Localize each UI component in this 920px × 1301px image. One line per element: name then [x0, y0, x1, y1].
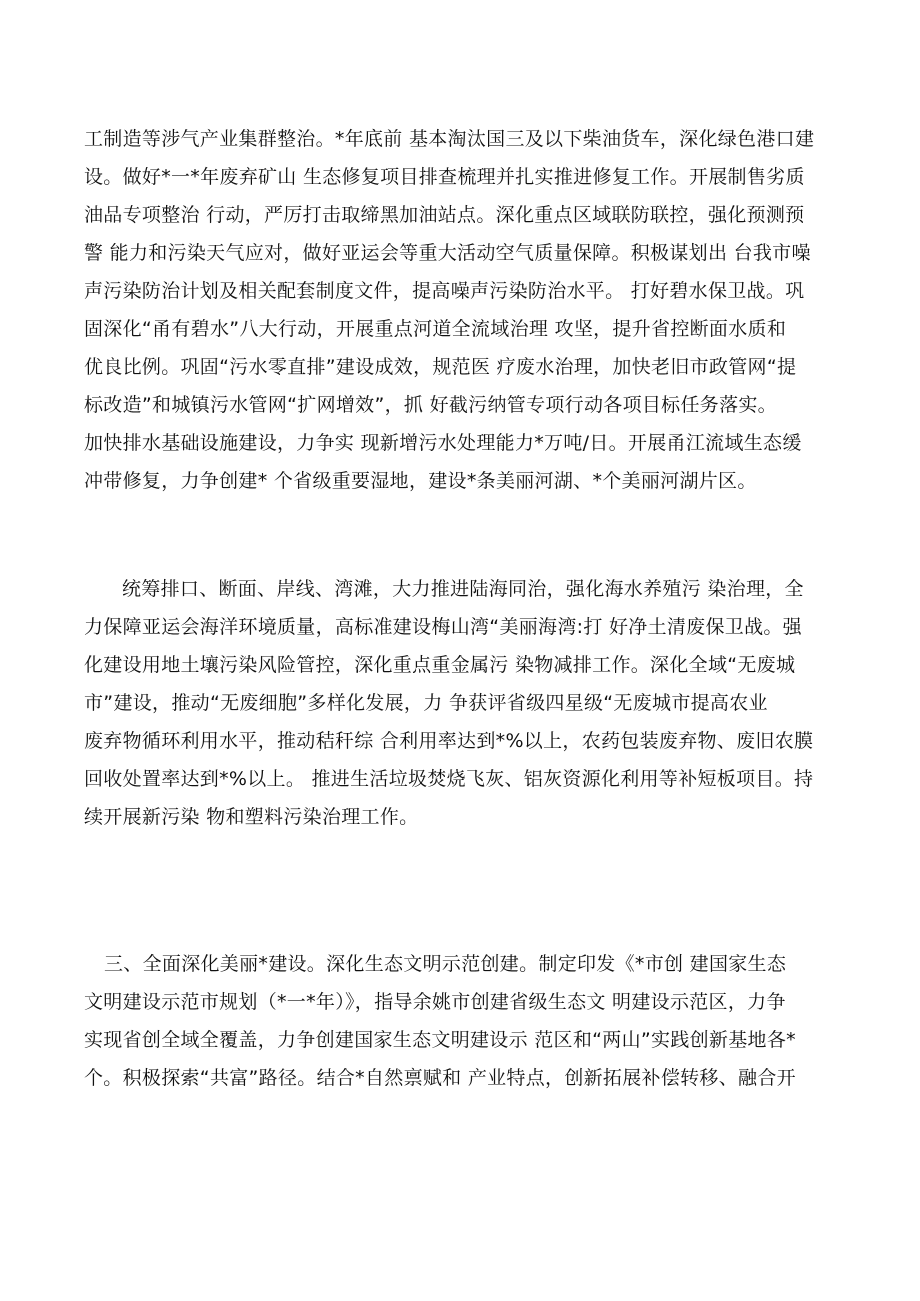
text-line: 回收处置率达到*%以上。 推进生活垃圾焚烧飞灰、铝灰资源化利用等补短板项目。持 [84, 768, 814, 790]
text-line: 加快排水基础设施建设，力争实 现新增污水处理能力*万吨/日。开展甬江流域生态缓 [84, 432, 802, 454]
text-line: 固深化“甬有碧水”八大行动，开展重点河道全流域治理 攻坚，提升省控断面水质和 [84, 318, 787, 340]
text-line: 力保障亚运会海洋环境质量，高标准建设梅山湾“美丽海湾:打 好净土清废保卫战。强 [84, 616, 802, 638]
text-line: 市”建设，推动“无废细胞”多样化发展，力 争获评省级四星级“无废城市提高农业 [84, 692, 768, 714]
text-line: 续开展新污染 物和塑料污染治理工作。 [84, 806, 419, 828]
text-line: 警 能力和污染天气应对，做好亚运会等重大活动空气质量保障。积极谋划出 台我市噪 [84, 242, 811, 264]
paragraph-section-three [84, 945, 844, 1097]
text-line: 文明建设示范市规划（*一*年）》，指导余姚市创建省级生态文 明建设示范区，力争 [84, 991, 786, 1013]
text-line: 声污染防治计划及相关配套制度文件，提高噪声污染防治水平。 打好碧水保卫战。巩 [84, 280, 805, 302]
text-line: 标改造”和城镇污水管网“扩网增效”，抓 好截污纳管专项行动各项目标任务落实。 [84, 394, 777, 416]
paragraph-air-water [84, 120, 844, 500]
text-line: 油品专项整治 行动，严厉打击取缔黑加油站点。深化重点区域联防联控，强化预测预 [84, 204, 805, 226]
text-line: 冲带修复，力争创建* 个省级重要湿地，建设*条美丽河湖、*个美丽河湖片区。 [84, 470, 757, 492]
text-line: 化建设用地土壤污染风险管控，深化重点重金属污 染物减排工作。深化全域“无废城 [84, 654, 796, 676]
section-heading-line: 三、全面深化美丽*建设。深化生态文明示范创建。制定印发《*市创 建国家生态 [104, 953, 787, 975]
text-line-indented: 统筹排口、断面、岸线、湾滩，大力推进陆海同治，强化海水养殖污 染治理，全 [122, 578, 804, 600]
text-line: 工制造等涉气产业集群整治。*年底前 基本淘汰国三及以下柴油货车，深化绿色港口建 [84, 128, 815, 150]
text-line: 废弃物循环利用水平，推动秸秆综 合利用率达到*%以上，农药包装废弃物、废旧农膜 [84, 730, 814, 752]
paragraph-sea-soil [84, 570, 844, 836]
text-line: 优良比例。巩固“污水零直排”建设成效，规范医 疗废水治理，加快老旧市政管网“提 [84, 356, 797, 378]
text-line: 设。做好*一*年废弃矿山 生态修复项目排查梳理并扎实推进修复工作。开展制售劣质 [84, 166, 805, 188]
text-line: 个。积极探索“共富”路径。结合*自然禀赋和 产业特点，创新拓展补偿转移、融合开 [84, 1067, 796, 1089]
text-line: 实现省创全域全覆盖，力争创建国家生态文明建设示 范区和“两山”实践创新基地各* [84, 1029, 796, 1051]
